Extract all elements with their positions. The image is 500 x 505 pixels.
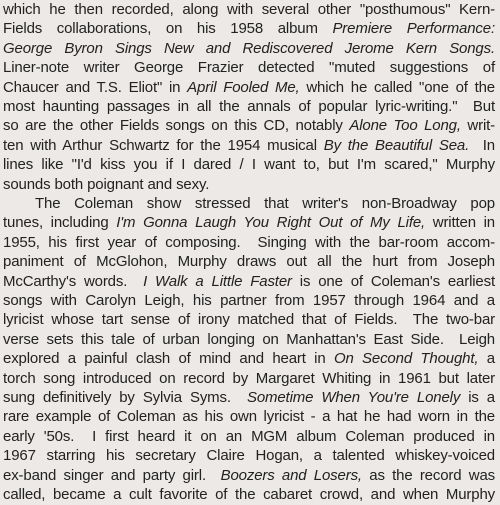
text-run: In	[469, 136, 495, 154]
text-line	[3, 388, 495, 408]
text-run: is one of Coleman's earliest	[291, 272, 495, 290]
text-line	[3, 485, 495, 505]
text-line	[3, 19, 495, 39]
italic-title-text: Premiere Performance:	[332, 20, 495, 38]
text-run: writ-	[460, 117, 495, 135]
text-line	[3, 466, 495, 486]
text-run: McCarthy's words.	[3, 272, 144, 290]
italic-title-text: George Byron Sings New and Rediscovered Jerome Kern Songs.	[3, 39, 495, 57]
text-line	[3, 349, 495, 369]
italic-title-text: I'm Gonna Laugh You Right Out of My Life,	[116, 214, 426, 232]
text-run: The Coleman show stressed that writer's non-Broadway pop	[35, 195, 495, 212]
text-line	[3, 97, 495, 117]
text-run: is a	[460, 389, 495, 406]
text-line	[3, 39, 495, 59]
italic-title-text: I Walk a Little Faster	[143, 272, 292, 290]
text-run: so are the other Fields songs on this CD, notably	[3, 117, 350, 135]
text-run: sung definitively by Sylvia Syms.	[3, 389, 247, 406]
text-run: ex-band singer and party girl.	[3, 466, 221, 484]
text-run: songs with Carolyn Leigh, his partner from 1957 through 1964 and a	[3, 292, 495, 309]
text-run: torch song introduced on record by Margaret Whiting in 1961 but later	[3, 369, 495, 387]
italic-title-text: On Second Thought,	[333, 350, 479, 368]
text-line	[3, 252, 495, 272]
text-line	[3, 213, 495, 233]
text-run: which he then recorded, along with several other "posthumous" Kern-	[3, 1, 495, 18]
text-line	[3, 291, 495, 311]
text-run: paniment of McGlohon, Murphy draws out all the hurt from Joseph	[3, 253, 495, 271]
text-line	[3, 310, 495, 330]
text-run: a	[478, 350, 495, 368]
text-line	[3, 233, 495, 253]
text-run: early '50s. I first heard it on an MGM album Coleman produced in	[3, 427, 495, 445]
text-run: verse sets this tale of urban longing on Manhattan's East Side. Leigh	[3, 330, 495, 348]
text-run: 1955, his first year of composing. Singing with the bar-room accom-	[3, 233, 495, 251]
text-line	[3, 330, 495, 350]
text-run: written in	[425, 214, 496, 232]
text-line	[3, 136, 495, 156]
text-line	[3, 155, 495, 175]
text-run: ten with Arthur Schwartz for the 1954 musical	[3, 136, 324, 154]
text-line	[3, 427, 495, 447]
text-line	[3, 58, 495, 78]
text-run: tunes, including	[3, 214, 117, 232]
text-line	[3, 407, 495, 427]
text-line	[35, 194, 495, 214]
text-run: Chaucer and T.S. Eliot" in	[3, 78, 188, 96]
text-run: Fields collaborations, on his 1958 album	[3, 20, 333, 38]
text-line	[3, 272, 495, 292]
text-run: lines like "I'd kiss you if I dared / I want to, but I'm scared," Murphy	[3, 156, 495, 174]
text-line	[3, 369, 495, 389]
italic-title-text: Sometime When You're Lonely	[246, 389, 461, 406]
text-run: called, became a cult favorite of the cabaret crowd, and when Murphy	[3, 486, 495, 503]
text-line	[3, 0, 495, 20]
italic-title-text: Alone Too Long,	[349, 117, 461, 135]
text-run: sounds both poignant and sexy.	[3, 175, 210, 193]
text-run: lyricist whose tart sense of irony matched that of Fields. The two-bar	[3, 311, 495, 329]
text-line	[3, 78, 495, 98]
text-run: rare example of Coleman as his own lyricist - a hat he had worn in the	[3, 408, 495, 426]
italic-title-text: April Fooled Me,	[187, 78, 300, 96]
text-line	[3, 175, 495, 195]
text-run: most haunting passages in all the annals of popular lyric-writing." But	[3, 98, 495, 115]
italic-title-text: Boozers and Losers,	[220, 466, 362, 484]
text-run: which he called "one of the	[299, 78, 496, 96]
text-run: Liner-note writer George Frazier detected "muted suggestions of	[3, 59, 495, 77]
text-line	[3, 446, 495, 466]
text-run: as the record was	[361, 466, 495, 484]
text-run: 1967 starring his secretary Claire Hogan, a talented whiskey-voiced	[3, 447, 495, 465]
text-run: explored a painful clash of mind and heart in	[3, 350, 334, 368]
italic-title-text: By the Beautiful Sea.	[323, 136, 470, 154]
text-line	[3, 116, 495, 136]
